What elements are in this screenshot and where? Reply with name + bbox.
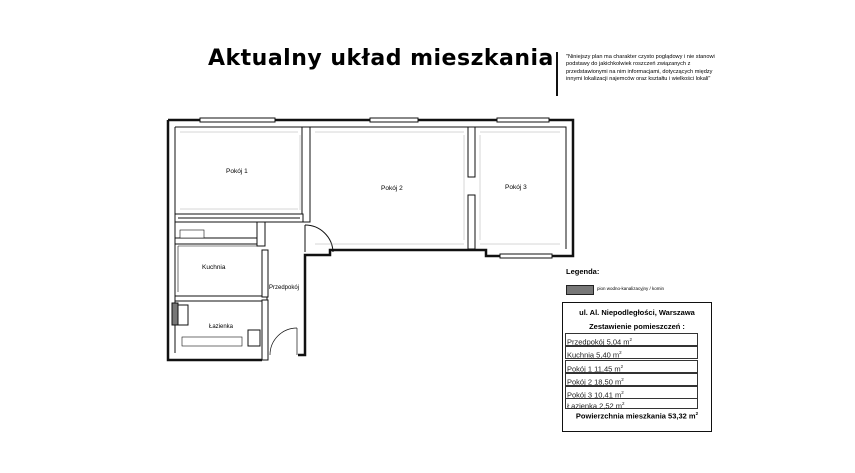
legend-item-text: pion wodno-kanalizacyjny / komin (597, 286, 665, 291)
summary-header: Zestawienie pomieszczeń : (589, 322, 685, 331)
summary-row-unit: 2 (621, 390, 624, 395)
room-label-lazienka: Łazienka (209, 324, 234, 330)
summary-address: ul. Al. Niepodległości, Warszawa (579, 308, 695, 317)
summary-row-text: Pokój 1 11,45 m (567, 364, 621, 374)
summary-row (565, 360, 698, 373)
summary-row (565, 373, 698, 386)
page-title: Aktualny układ mieszkania (208, 46, 554, 71)
legend-swatch (566, 285, 594, 295)
summary-total-text: Powierzchnia mieszkania 53,32 m (575, 411, 696, 421)
summary-row-unit: 2 (622, 401, 625, 406)
summary-total-unit: 2 (695, 411, 699, 416)
summary-row (565, 333, 698, 346)
room-label-pokoj3: Pokój 3 (505, 184, 527, 191)
summary-row-text: Kuchnia 5,40 m (567, 350, 620, 360)
room-label-kuchnia: Kuchnia (202, 264, 226, 271)
room-label-pokoj1: Pokój 1 (226, 168, 248, 175)
summary-row-text: Przedpokój 5,04 m (567, 337, 630, 347)
summary-row-unit: 2 (621, 377, 624, 382)
summary-table (562, 302, 712, 432)
summary-row (565, 398, 698, 409)
legend-title: Legenda: (566, 267, 600, 276)
disclaimer-text: "Niniejszy plan ma charakter czysto poglądowy i nie stanowi podstawy do jakichkolwiek roszczeń związanych z przedstawionymi na nim informacjami, dotyczących między innymi lokalizacji najemców oraz kształtu i wielkości lokali" (566, 54, 715, 83)
summary-row-text: Pokój 3 10,41 m (567, 390, 622, 400)
summary-row-unit: 2 (619, 350, 622, 355)
summary-row-text: Łazienka 2,52 m (567, 401, 623, 411)
summary-row (565, 346, 698, 359)
room-label-przedpokoj: Przedpokój (269, 285, 300, 291)
room-label-pokoj2: Pokój 2 (381, 185, 403, 192)
summary-total (563, 411, 711, 421)
summary-row-unit: 2 (629, 337, 633, 342)
summary-row-text: Pokój 2 18,50 m (567, 377, 622, 387)
summary-row-unit: 2 (620, 364, 624, 369)
